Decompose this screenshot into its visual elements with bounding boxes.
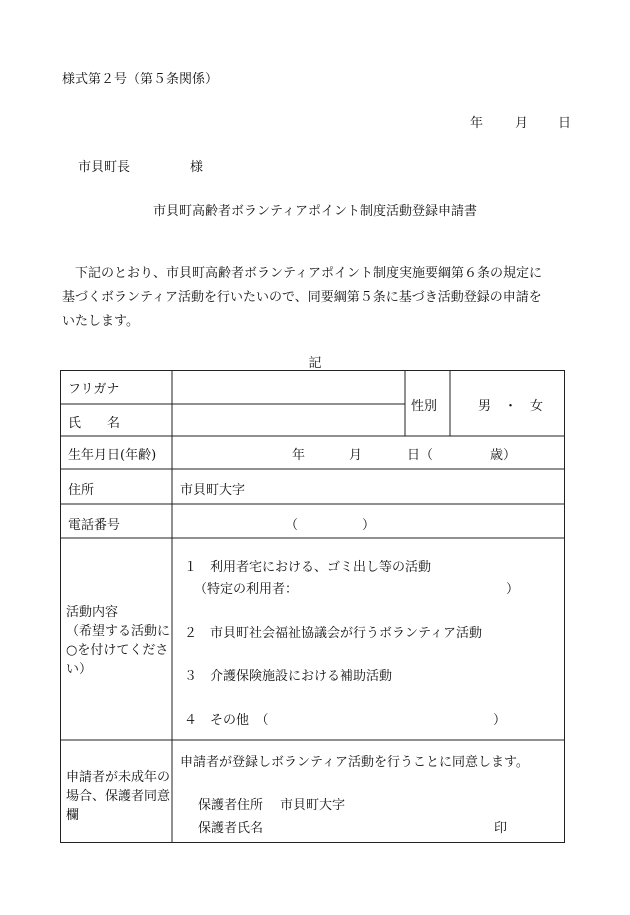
date-month: 月 [515, 116, 529, 131]
date-day: 日 [558, 116, 572, 131]
guardian-name-label: 保護者氏名 [198, 821, 264, 836]
activity-4[interactable]: ４ その他 （ [184, 713, 269, 728]
name-field[interactable] [172, 404, 405, 436]
application-table [60, 370, 565, 843]
activity-4-close: ） [493, 713, 507, 728]
guardian-label: 申請者が未成年の場合、保護者同意欄 [66, 770, 171, 823]
birth-year: 年 [292, 448, 306, 463]
activity-2[interactable]: ２ 市貝町社会福祉協議会が行うボランティア活動 [184, 626, 482, 641]
birth-age: 歳） [490, 448, 517, 463]
address-value[interactable]: 市貝町大字 [180, 483, 246, 498]
address-label: 住所 [68, 483, 95, 498]
body-line-3: いたします。 [62, 314, 139, 329]
activity-1-specific-close: ） [506, 582, 520, 597]
body-paragraph [62, 262, 582, 334]
phone-label: 電話番号 [68, 518, 121, 533]
ki-label: 記 [308, 356, 322, 371]
phone-close-paren: ） [362, 518, 376, 533]
birthdate-label: 生年月日(年齢) [68, 448, 157, 463]
guardian-address-value[interactable]: 市貝町大字 [280, 798, 346, 813]
guardian-address-label: 保護者住所 [198, 798, 264, 813]
addressee [78, 156, 204, 175]
date-year: 年 [470, 116, 484, 131]
body-line-2: 基づくボランティア活動を行いたいので、同要綱第５条に基づき活動登録の申請を [62, 290, 542, 305]
form-number: 様式第２号（第５条関係） [62, 72, 219, 87]
addressee-name: 市貝町長 [78, 160, 131, 175]
body-line-1: 下記のとおり、市貝町高齢者ボランティアポイント制度実施要綱第６条の規定に [62, 266, 542, 281]
addressee-suffix: 様 [190, 160, 204, 175]
seal-mark: 印 [494, 821, 508, 836]
activity-label-text: 活動内容 （希望する活動に○を付けてください） [66, 605, 171, 677]
name-label: 氏 名 [68, 416, 121, 431]
activity-1[interactable]: １ 利用者宅における、ゴミ出し等の活動 [184, 560, 432, 575]
birth-day: 日（ [407, 448, 434, 463]
gender-label: 性別 [411, 399, 438, 414]
furigana-label: フリガナ [68, 382, 120, 397]
birth-month: 月 [349, 448, 363, 463]
activity-1-specific-open: （特定の利用者： [194, 582, 299, 597]
activity-label [66, 603, 171, 679]
document-title: 市貝町高齢者ボランティアポイント制度活動登録申請書 [153, 204, 477, 219]
gender-options[interactable]: 男 ・ 女 [478, 399, 544, 414]
phone-open-paren: （ [285, 518, 299, 533]
guardian-consent: 申請者が登録しボランティア活動を行うことに同意します。 [180, 755, 529, 770]
furigana-field[interactable] [172, 370, 405, 404]
activity-3[interactable]: ３ 介護保険施設における補助活動 [184, 669, 393, 684]
